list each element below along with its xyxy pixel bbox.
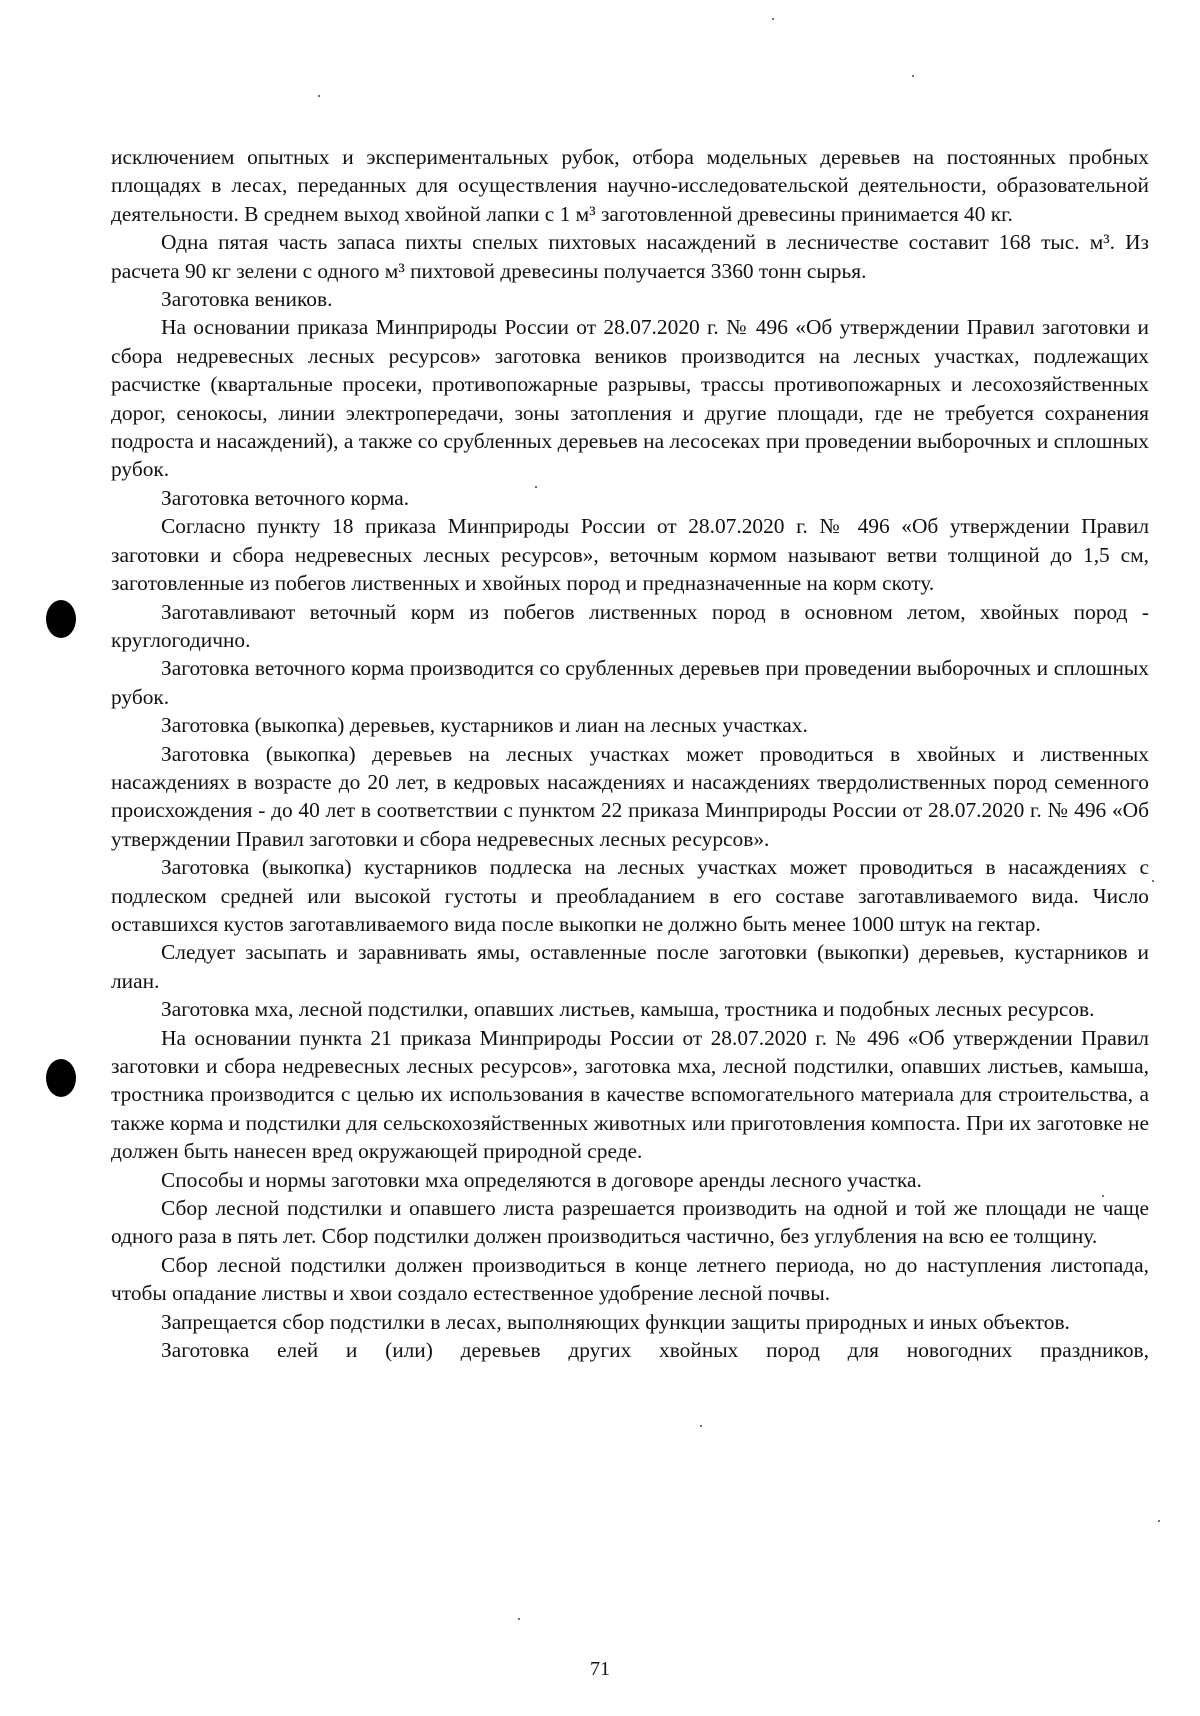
scan-speck	[518, 1618, 520, 1620]
section-heading: Заготовка елей и (или) деревьев других хвойных пород для новогодних праздников,	[161, 1338, 1149, 1363]
scan-speck	[772, 18, 774, 20]
section-heading: Заготовка веточного корма.	[161, 485, 410, 510]
paragraph: исключением опытных и экспериментальных рубок, отбора модельных деревьев на постоянных пробных площадях в лесах, переданных для осуществления научно-исследовательской деятельности, образовательной деятельности. В среднем выход хвойной лапки с 1 м³ заготовленной древесины принимается 40 кг.	[111, 145, 1149, 226]
paragraph: Способы и нормы заготовки мха определяются в договоре аренды лесного участка.	[161, 1167, 922, 1192]
section-heading: Заготовка мха, лесной подстилки, опавших листьев, камыша, тростника и подобных лесных ресурсов.	[161, 997, 1095, 1022]
paragraph: На основании приказа Минприроды России от 28.07.2020 г. № 496 «Об утверждении Правил заготовки и сбора недревесных лесных ресурсов» заготовка веников производится на лесных участках, подлежащих расчистке (квартальные просеки, противопожарные разрывы, трассы противопожарных и лесохозяйственных дорог, сенокосы, линии электропередачи, зоны затопления и другие площади, где не требуется сохранения подроста и насаждений), а также со срубленных деревьев на лесосеках при проведении выборочных и сплошных рубок.	[111, 315, 1149, 482]
paragraph: Запрещается сбор подстилки в лесах, выполняющих функции защиты природных и иных объектов.	[161, 1309, 1070, 1334]
punch-hole	[46, 1059, 76, 1097]
paragraph: Согласно пункту 18 приказа Минприроды России от 28.07.2020 г. № 496 «Об утверждении Правил заготовки и сбора недревесных лесных ресурсов», веточным кормом называют ветви толщиной до 1,5 см, заготовленные из побегов лиственных и хвойных пород и предназначенные на корм скоту.	[111, 514, 1149, 596]
paragraph: Заготавливают веточный корм из побегов лиственных пород в основном летом, хвойных пород - круглогодично.	[111, 599, 1149, 652]
scan-speck	[700, 1425, 702, 1427]
scan-speck	[912, 75, 914, 77]
section-heading: Заготовка веников.	[161, 287, 333, 312]
scan-speck	[1158, 1520, 1160, 1522]
punch-hole	[46, 600, 76, 638]
document-body	[111, 143, 1149, 1364]
paragraph: Сбор лесной подстилки и опавшего листа разрешается производить на одной и той же площади не чаще одного раза в пять лет. Сбор подстилки должен производиться частично, без углубления на всю ее толщину.	[111, 1196, 1149, 1249]
paragraph: Заготовка (выкопка) деревьев на лесных участках может проводиться в хвойных и лиственных насаждениях в возрасте до 20 лет, в кедровых насаждениях и насаждениях твердолиственных пород семенного происхождения - до 40 лет в соответствии с пунктом 22 приказа Минприроды России от 28.07.2020 г. № 496 «Об утверждении Правил заготовки и сбора недревесных лесных ресурсов».	[111, 741, 1149, 851]
paragraph: Заготовка веточного корма производится со срубленных деревьев при проведении выборочных и сплошных рубок.	[111, 656, 1149, 709]
scan-speck	[1152, 880, 1154, 882]
paragraph: Следует засыпать и заравнивать ямы, оставленные после заготовки (выкопки) деревьев, кустарников и лиан.	[111, 940, 1149, 993]
scan-speck	[318, 95, 320, 97]
paragraph: Сбор лесной подстилки должен производиться в конце летнего периода, но до наступления листопада, чтобы опадание листвы и хвои создало естественное удобрение лесной почвы.	[111, 1252, 1149, 1306]
paragraph: Одна пятая часть запаса пихты спелых пихтовых насаждений в лесничестве составит 168 тыс. м³. Из расчета 90 кг зелени с одного м³ пихтовой древесины получается 3360 тонн сырья.	[111, 230, 1149, 283]
section-heading: Заготовка (выкопка) деревьев, кустарников и лиан на лесных участках.	[161, 713, 808, 738]
paragraph: Заготовка (выкопка) кустарников подлеска на лесных участках может проводиться в насаждениях с подлеском средней или высокой густоты и преобладанием в его составе заготавливаемого вида. Число оставшихся кустов заготавливаемого вида после выкопки не должно быть менее 1000 штук на гектар.	[111, 855, 1149, 936]
paragraph: На основании пункта 21 приказа Минприроды России от 28.07.2020 г. № 496 «Об утверждении Правил заготовки и сбора недревесных лесных ресурсов», заготовка мха, лесной подстилки, опавших листьев, камыша, тростника производится с целью их использования в качестве вспомогательного материала для строительства, а также корма и подстилки для сельскохозяйственных животных или приготовления компоста. При их заготовке не должен быть нанесен вред окружающей природной среде.	[111, 1025, 1149, 1164]
page-number: 71	[590, 1658, 610, 1680]
